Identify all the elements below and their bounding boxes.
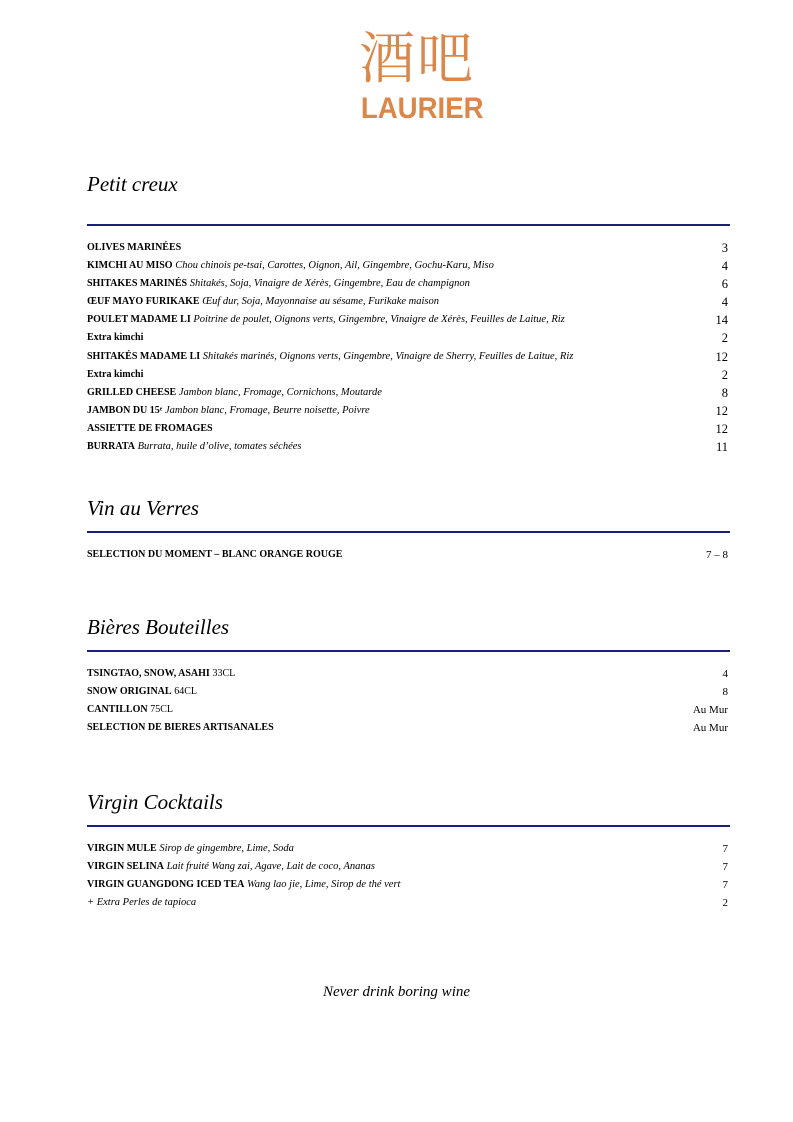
menu-item	[87, 329, 730, 347]
item-name: BURRATA	[87, 441, 135, 453]
menu-item	[87, 438, 730, 456]
menu-item	[87, 275, 730, 293]
menu-item	[87, 719, 730, 737]
item-price: 12	[715, 421, 728, 436]
item-name: VIRGIN GUANGDONG ICED TEA	[87, 879, 245, 891]
item-description: Poitrine de poulet, Oignons verts, Gingembre, Vinaigre de Xérès, Feuilles de Laitue, Riz	[193, 314, 565, 326]
menu-item	[87, 701, 730, 719]
menu-item	[87, 894, 730, 912]
menu-item	[87, 293, 730, 311]
section-rule	[87, 650, 730, 652]
item-description: + Extra Perles de tapioca	[87, 897, 197, 909]
item-name: CANTILLON	[87, 704, 148, 716]
section-rule	[87, 531, 730, 533]
item-description: Sirop de gingembre, Lime, Soda	[159, 843, 294, 854]
item-description: Burrata, huile d’olive, tomates séchées	[137, 441, 302, 453]
item-price: 8	[721, 385, 728, 400]
item-name: VIRGIN SELINA	[87, 861, 164, 873]
item-name: SELECTION DU MOMENT – BLANC ORANGE ROUGE	[87, 549, 343, 560]
item-price: 12	[715, 403, 728, 418]
item-name: Extra kimchi	[87, 368, 144, 380]
item-name: OLIVES MARINÉES	[87, 242, 182, 253]
menu-list	[87, 665, 730, 737]
item-name: POULET MADAME LI	[87, 314, 191, 326]
menu-item	[87, 348, 730, 366]
item-price: 6	[721, 277, 728, 292]
item-volume: 33CL	[212, 668, 236, 679]
item-price: 2	[721, 367, 728, 382]
item-volume: 75CL	[150, 704, 173, 716]
menu-item	[87, 311, 730, 329]
item-price: 11	[715, 440, 728, 455]
menu-list	[87, 239, 730, 456]
item-name: ASSIETTE DE FROMAGES	[87, 422, 213, 434]
item-name: ŒUF MAYO FURIKAKE	[87, 296, 200, 308]
menu-item	[87, 239, 730, 257]
menu-item	[87, 366, 730, 384]
section-petit-creux	[87, 171, 730, 461]
item-name: VIRGIN MULE	[87, 843, 157, 854]
section-rule	[87, 825, 730, 827]
item-name: SNOW ORIGINAL	[87, 686, 172, 698]
item-price: 7	[722, 879, 728, 892]
menu-item	[87, 402, 730, 420]
item-price: 4	[721, 295, 728, 310]
item-price: 12	[715, 349, 728, 364]
item-price: Au Mur	[692, 722, 728, 735]
item-price: 2	[722, 897, 728, 910]
item-description: Shitakés marinés, Oignons verts, Gingembre, Vinaigre de Sherry, Feuilles de Laitue, Riz	[202, 350, 574, 362]
item-price: 3	[721, 241, 728, 255]
menu-list	[87, 840, 730, 912]
item-name: SHITAKÉS MADAME LI	[87, 350, 201, 362]
item-name: SELECTION DE BIERES ARTISANALES	[87, 722, 274, 734]
item-price: 7	[722, 861, 728, 874]
item-description: Jambon blanc, Fromage, Cornichons, Moutarde	[178, 386, 382, 398]
section-title: Petit creux	[87, 172, 178, 196]
section-bieres-bouteilles	[87, 614, 730, 744]
item-description: Œuf dur, Soja, Mayonnaise au sésame, Furikake maison	[202, 296, 440, 308]
item-name: JAMBON DU 15ᵉ	[87, 404, 163, 416]
item-description: Wang lao jie, Lime, Sirop de thé vert	[246, 879, 401, 891]
item-price: 14	[715, 313, 728, 328]
section-virgin-cocktails	[87, 789, 730, 919]
item-price: 8	[722, 686, 728, 699]
section-vin-au-verres	[87, 495, 730, 575]
laurier-logo	[356, 27, 484, 130]
item-price: 7	[722, 843, 728, 855]
tagline: Never drink boring wine	[322, 984, 471, 1000]
item-description: Jambon blanc, Fromage, Beurre noisette, Poivre	[165, 404, 370, 416]
item-price: 7 – 8	[706, 549, 728, 561]
section-title: Virgin Cocktails	[87, 790, 223, 814]
section-rule	[87, 224, 730, 226]
item-description: Shitakés, Soja, Vinaigre de Xérès, Gingembre, Eau de champignon	[189, 278, 470, 290]
item-name: TSINGTAO, SNOW, ASAHI	[87, 668, 210, 679]
menu-item	[87, 683, 730, 701]
item-volume: 64CL	[174, 686, 197, 698]
section-title: Vin au Verres	[87, 496, 199, 520]
item-description: Chou chinois pe-tsai, Carottes, Oignon, Ail, Gingembre, Gochu-Karu, Miso	[175, 260, 494, 272]
item-name: GRILLED CHEESE	[87, 386, 177, 398]
logo-wordmark: LAURIER	[360, 92, 484, 125]
menu-item	[87, 858, 730, 876]
menu-item	[87, 384, 730, 402]
item-price: 2	[721, 331, 728, 346]
menu-item	[87, 665, 730, 683]
logo-hanzi: 酒吧	[359, 27, 475, 92]
menu-item	[87, 840, 730, 858]
menu-list	[87, 546, 730, 564]
menu-item	[87, 420, 730, 438]
menu-item	[87, 257, 730, 275]
item-price: Au Mur	[692, 704, 728, 717]
item-name: Extra kimchi	[87, 332, 144, 344]
menu-item	[87, 546, 730, 564]
item-name: KIMCHI AU MISO	[87, 260, 173, 272]
section-title: Bières Bouteilles	[87, 615, 230, 639]
item-price: 4	[721, 259, 728, 274]
menu-item	[87, 876, 730, 894]
item-description: Lait fruité Wang zai, Agave, Lait de coco, Ananas	[166, 861, 375, 873]
item-price: 4	[722, 668, 728, 680]
item-name: SHITAKES MARINÉS	[87, 278, 188, 290]
